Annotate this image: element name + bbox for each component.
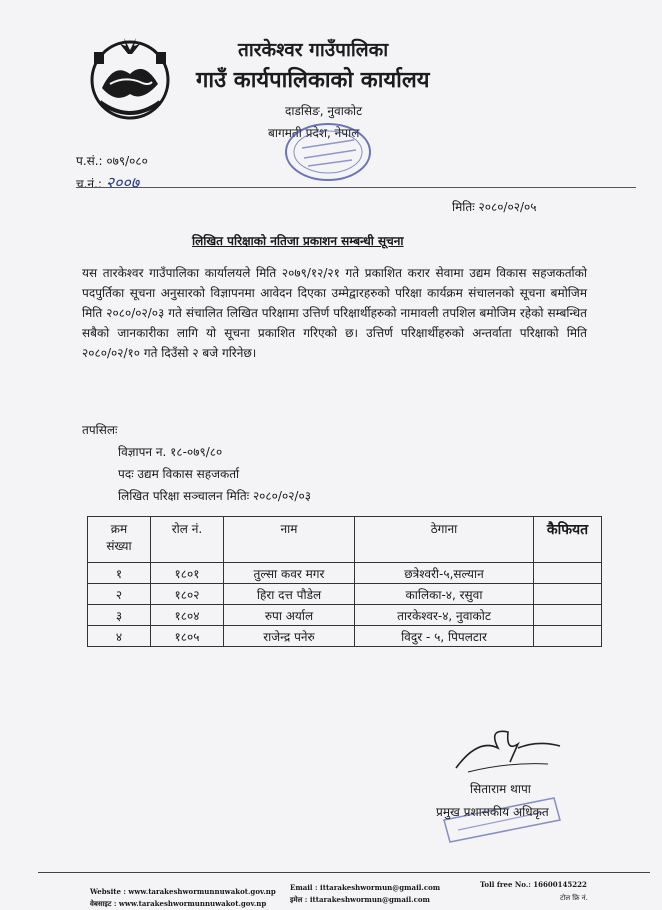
details-label: तपसिलः: [82, 423, 118, 437]
notice-date: मितिः २०८०/०२/०५: [452, 200, 537, 214]
footer-tollfree-np: टोल फ्रि नं.: [560, 894, 588, 902]
office-title: गाउँ कार्यपालिकाको कार्यालय: [196, 68, 430, 93]
cell-remarks: [534, 563, 602, 584]
advertisement-number: विज्ञापन न. १८-०७९/८०: [118, 445, 223, 459]
cell-roll: १८०१: [151, 563, 224, 584]
cell-address: तारकेश्वर-४, नुवाकोट: [355, 605, 534, 626]
signature-icon: [448, 718, 568, 778]
dispatch-label: च.नं.:: [76, 177, 102, 191]
footer-website-np: वेबसाइट : www.tarakeshwormunnuwakot.gov.np: [90, 899, 267, 908]
cell-name: राजेन्द्र पनेरु: [224, 626, 355, 647]
notice-body: यस तारकेश्वर गाउँपालिका कार्यालयले मिति २०७९/१२/२१ गते प्रकाशित करार सेवामा उद्यम विकास सहजकर्ताको पदपुर्तिका सूचना अनुसारको विज्ञापनमा आवेदन दिएका उम्मेद्वारहरुको परिक्षा कार्यक्रम संचालनको सूचना बमोजिम मिति २०८०/०२/०३ गते संचालित लिखित परिक्षामा उत्तिर्ण परिक्षार्थीहरुको नामावली तपशिल बमोजिम रहेको सम्बन्धित सबैको जानकारीका लागि यो सूचना प्रकाशित गरिएको छ। उत्तिर्ण परिक्षार्थीहरुको अन्तर्वाता परिक्षाको मिति २०८०/०२/१० गते दिउँसो २ बजे गरिनेछ।: [82, 266, 587, 360]
table-header-row: [88, 517, 602, 563]
cell-serial: ३: [88, 605, 151, 626]
cell-remarks: [534, 626, 602, 647]
results-table: [87, 516, 602, 647]
office-name: तारकेश्वर गाउँपालिका: [238, 39, 389, 61]
header-serial: क्रम संख्या: [88, 517, 151, 563]
table-row: [88, 584, 602, 605]
footer-email-np: इमेल : ittarakeshwormun@gmail.com: [290, 895, 430, 904]
address-line-2: बागमती प्रदेश, नेपाल: [268, 126, 360, 140]
table-row: [88, 605, 602, 626]
cell-remarks: [534, 584, 602, 605]
cell-address: छत्रेश्वरी-५,सल्यान: [355, 563, 534, 584]
cell-name: तुल्सा कवर मगर: [224, 563, 355, 584]
dispatch-number: २००७: [105, 173, 140, 192]
header-address: ठेगाना: [355, 517, 534, 563]
header-name: नाम: [224, 517, 355, 563]
address-line-1: दाडसिङ, नुवाकोट: [285, 104, 363, 118]
table-row: [88, 563, 602, 584]
letter-number: प.सं.: ०७९/०८०: [76, 154, 148, 168]
footer-email: Email : ittarakeshwormun@gmail.com: [290, 883, 441, 892]
header-divider: [76, 187, 636, 188]
cell-name: हिरा दत्त पौडेल: [224, 584, 355, 605]
cell-roll: १८०४: [151, 605, 224, 626]
post-name: पदः उद्यम विकास सहजकर्ता: [118, 467, 240, 481]
signatory-name: सिताराम थापा: [470, 782, 531, 796]
cell-roll: १८०५: [151, 626, 224, 647]
nepal-emblem-icon: [84, 32, 176, 124]
header-remarks: कैफियत: [534, 517, 602, 563]
footer-tollfree: Toll free No.: 16600145222: [480, 880, 587, 889]
footer-divider: [38, 872, 650, 873]
cell-serial: २: [88, 584, 151, 605]
exam-date: लिखित परिक्षा सञ्चालन मितिः २०८०/०२/०३: [118, 489, 311, 503]
footer-website: Website : www.tarakeshwormunnuwakot.gov.np: [90, 887, 276, 896]
header-roll: रोल नं.: [151, 517, 224, 563]
cell-remarks: [534, 605, 602, 626]
notice-subject: लिखित परिक्षाको नतिजा प्रकाशन सम्बन्धी सूचना: [192, 234, 404, 248]
cell-address: विदुर - ५, पिपलटार: [355, 626, 534, 647]
office-stamp-icon: [282, 118, 374, 184]
cell-roll: १८०२: [151, 584, 224, 605]
cell-address: कालिका-४, रसुवा: [355, 584, 534, 605]
cell-serial: ४: [88, 626, 151, 647]
signatory-title: प्रमुख प्रशासकीय अधिकृत: [436, 805, 549, 819]
cell-serial: १: [88, 563, 151, 584]
dispatch-number-row: [76, 171, 139, 193]
cell-name: रुपा अर्याल: [224, 605, 355, 626]
table-row: [88, 626, 602, 647]
